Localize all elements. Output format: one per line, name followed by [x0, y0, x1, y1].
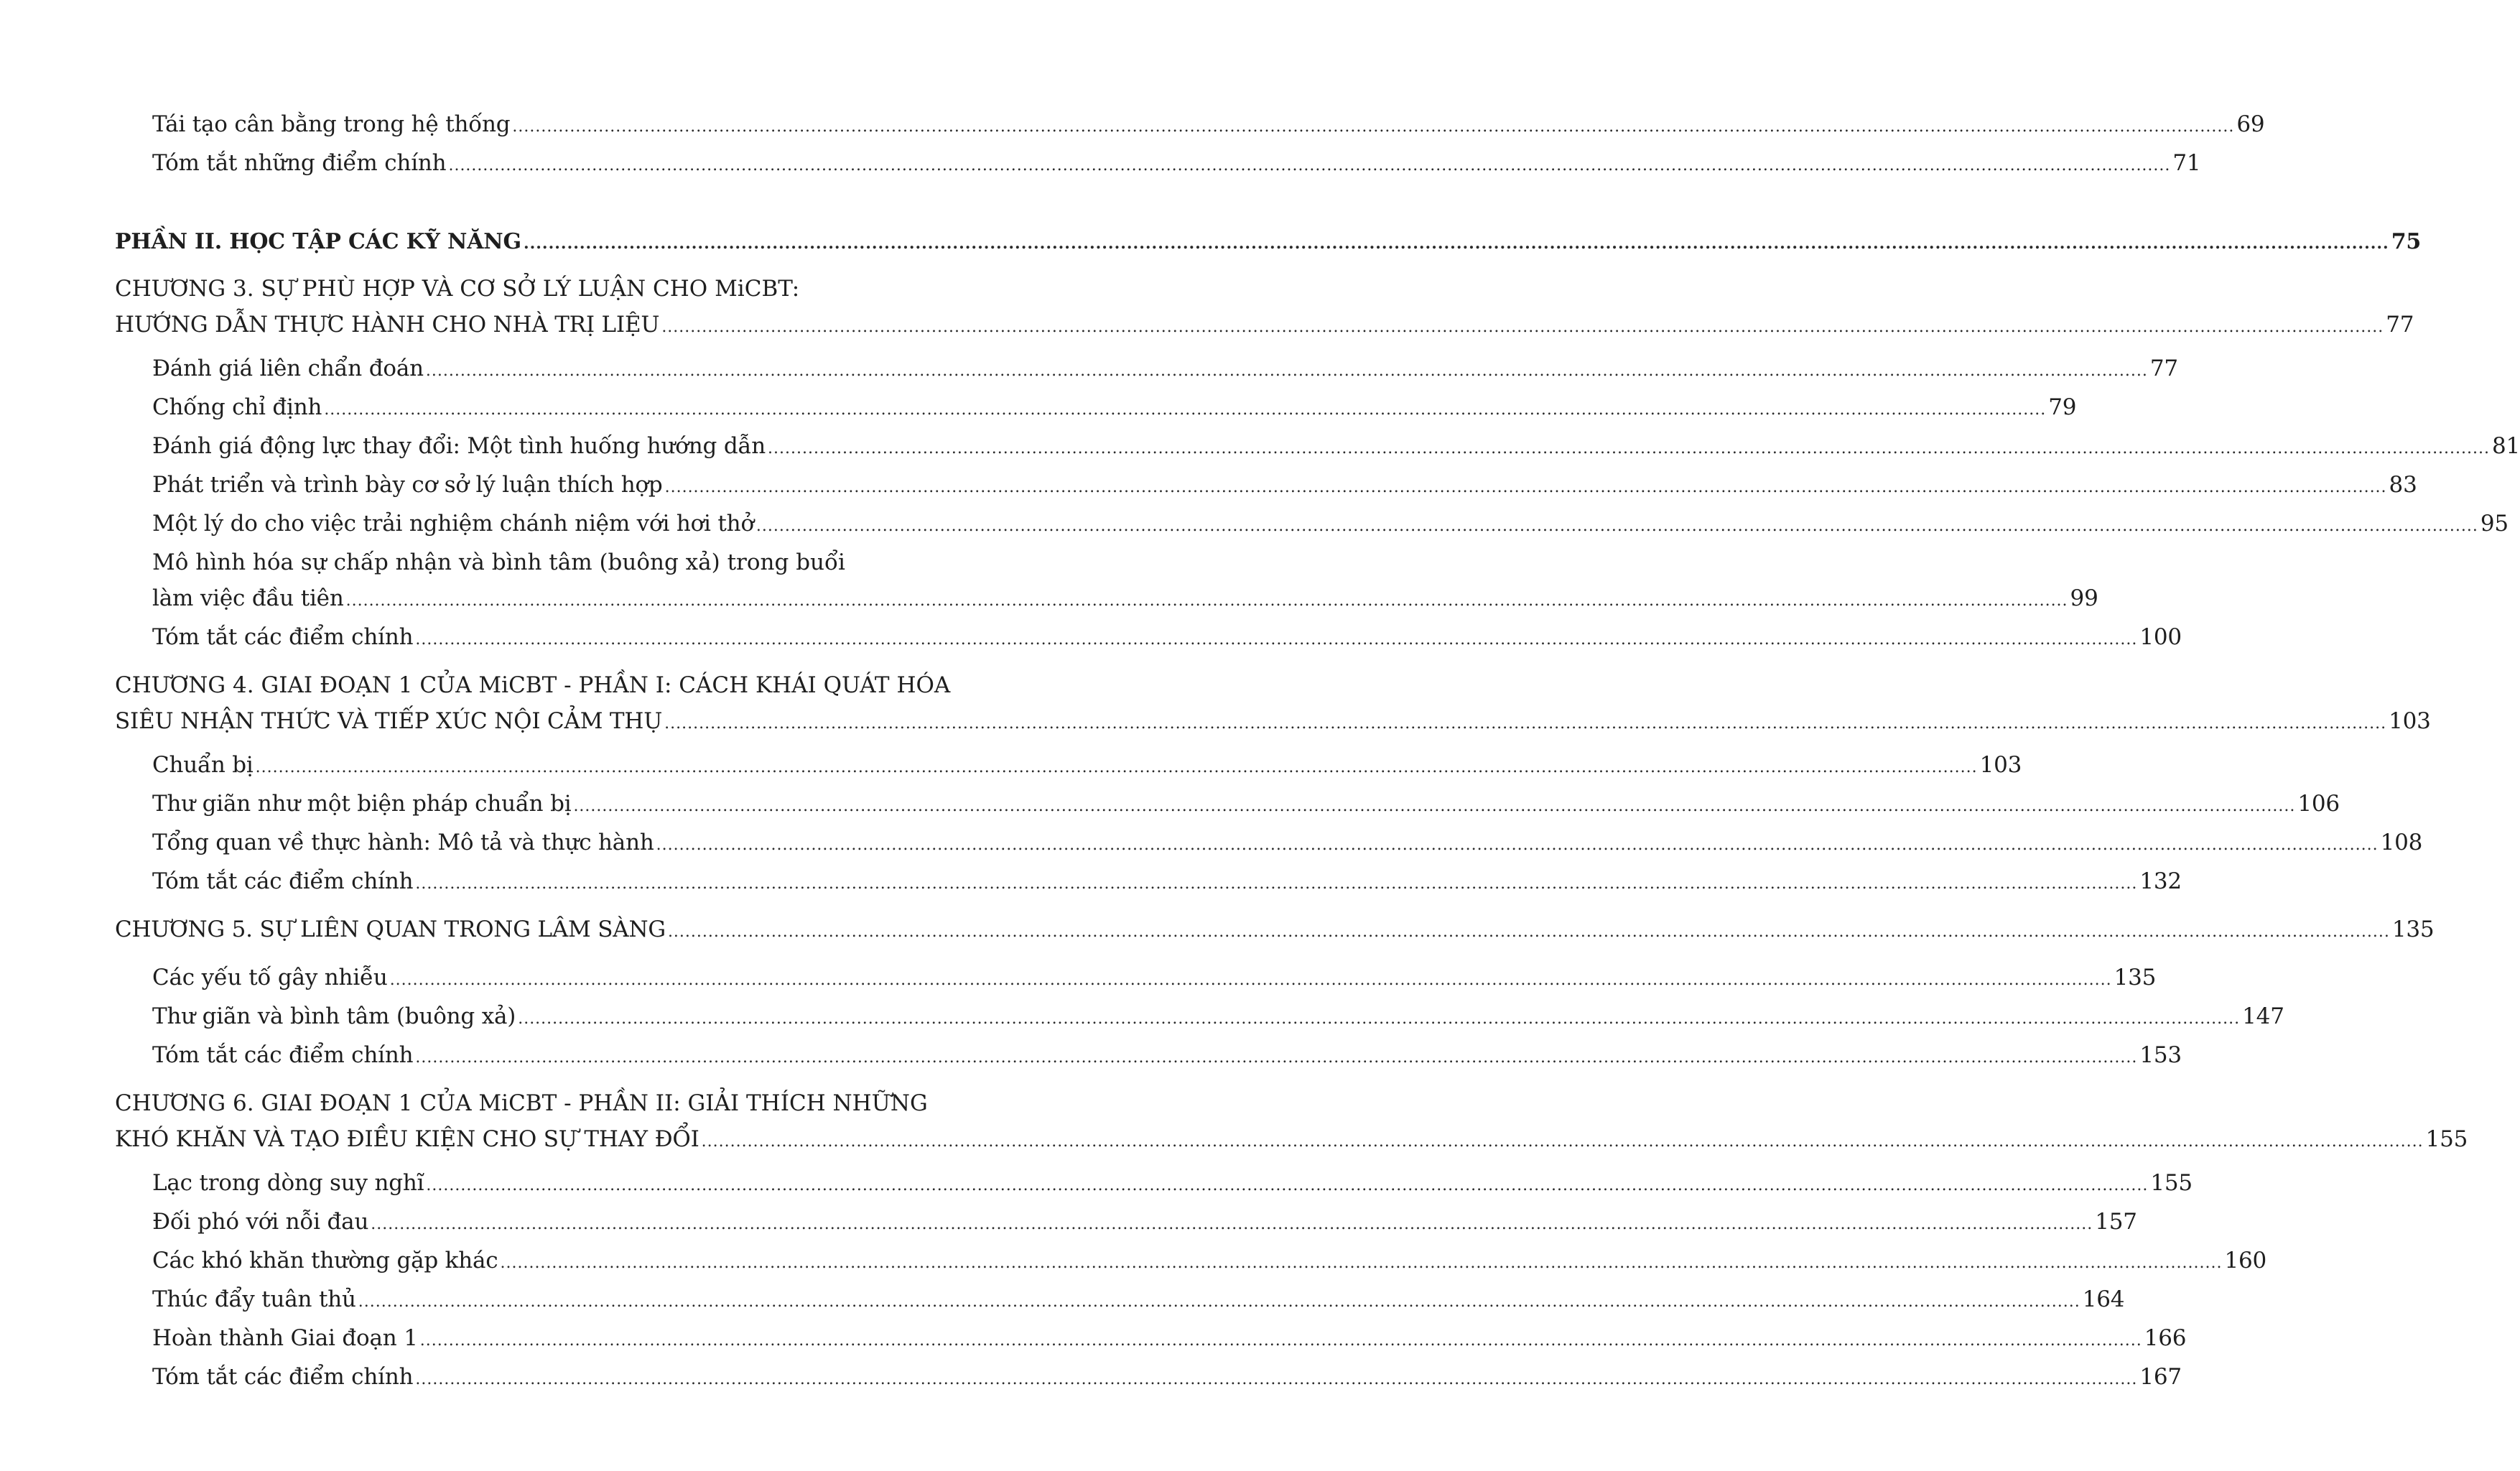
dot-leader: ............................................................................................................................................................................................................................................................................................................ — [656, 836, 2379, 854]
toc-entry-title: Thúc đẩy tuân thủ — [152, 1286, 356, 1312]
toc-entry-page: 108 — [2380, 830, 2423, 855]
chapter-6 — [115, 1083, 2468, 1158]
toc-entry-page: 99 — [2070, 585, 2098, 611]
part-title: PHẦN II. HỌC TẬP CÁC KỸ NĂNG — [115, 229, 521, 254]
toc-entry — [115, 825, 2423, 863]
toc-entry — [115, 998, 2284, 1037]
toc-entry — [115, 863, 2182, 902]
chapter-title-line: SIÊU NHẬN THỨC VÀ TIẾP XÚC NỘI CẢM THỤ — [115, 708, 663, 734]
toc-entry — [115, 1281, 2125, 1320]
chapter-title-last-line — [115, 1123, 2468, 1158]
chapter-title-line: CHƯƠNG 5. SỰ LIÊN QUAN TRONG LÂM SÀNG — [115, 917, 666, 942]
dot-leader: ............................................................................................................................................................................................................................................................................................................ — [500, 1254, 2223, 1272]
dot-leader: ............................................................................................................................................................................................................................................................................................................ — [324, 401, 2047, 419]
toc-entry — [115, 506, 2509, 544]
chapter-3 — [115, 269, 2414, 343]
toc-entry-title: Hoàn thành Giai đoạn 1 — [152, 1325, 418, 1351]
toc-entry-title: Lạc trong dòng suy nghĩ — [152, 1170, 424, 1196]
dot-leader: ............................................................................................................................................................................................................................................................................................................ — [426, 1177, 2149, 1194]
toc-entry-page: 100 — [2139, 624, 2182, 650]
chapter-title-line: KHÓ KHĂN VÀ TẠO ĐIỀU KIỆN CHO SỰ THAY ĐỔI — [115, 1126, 699, 1152]
chapter-6-sections — [115, 1165, 2267, 1398]
toc-entry — [115, 960, 2157, 998]
toc-entry-page: 95 — [2480, 511, 2509, 537]
toc-entry-title: Chống chỉ định — [152, 394, 322, 420]
dot-leader: ............................................................................................................................................................................................................................................................................................................ — [664, 478, 2387, 496]
chapter-4 — [115, 665, 2431, 740]
toc-entry-page: 157 — [2095, 1209, 2137, 1235]
table-of-contents — [115, 106, 2520, 1398]
toc-entry — [115, 1165, 2193, 1204]
toc-entry-title: Đánh giá động lực thay đổi: Một tình huống hướng dẫn — [152, 433, 766, 459]
chapter-title-last-line — [115, 309, 2414, 343]
toc-entry — [115, 1243, 2267, 1281]
dot-leader: ............................................................................................................................................................................................................................................................................................................ — [415, 1370, 2138, 1388]
dot-leader: ............................................................................................................................................................................................................................................................................................................ — [667, 923, 2390, 941]
toc-entry-page: 153 — [2139, 1042, 2182, 1068]
chapter-title-line: CHƯƠNG 4. GIAI ĐOẠN 1 CỦA MiCBT - PHẦN I: CÁCH KHÁI QUÁT HÓA — [115, 672, 951, 698]
chapter-5-sections — [115, 960, 2284, 1076]
dot-leader: ............................................................................................................................................................................................................................................................................................................ — [415, 1049, 2138, 1067]
toc-entry-page: 83 — [2389, 472, 2417, 498]
dot-leader: ............................................................................................................................................................................................................................................................................................................ — [415, 631, 2138, 649]
dot-leader: ............................................................................................................................................................................................................................................................................................................ — [755, 517, 2478, 535]
toc-entry-page: 160 — [2224, 1248, 2267, 1273]
toc-entry-page: 81 — [2492, 433, 2520, 459]
dot-leader: ............................................................................................................................................................................................................................................................................................................ — [573, 797, 2296, 815]
dot-leader: ............................................................................................................................................................................................................................................................................................................ — [371, 1215, 2093, 1233]
toc-entry-page: 79 — [2048, 394, 2077, 420]
dot-leader: ............................................................................................................................................................................................................................................................................................................ — [448, 157, 2171, 175]
toc-entry-title: Tái tạo cân bằng trong hệ thống — [152, 111, 511, 137]
chapter-4-sections — [115, 747, 2423, 902]
toc-entry — [115, 428, 2520, 467]
toc-entry-page: 132 — [2139, 868, 2182, 894]
toc-entry-title: Thư giãn và bình tâm (buông xả) — [152, 1003, 516, 1029]
dot-leader: ............................................................................................................................................................................................................................................................................................................ — [661, 318, 2384, 336]
toc-entry — [115, 351, 2178, 389]
toc-entry-title: Một lý do cho việc trải nghiệm chánh niệm với hơi thở — [152, 511, 754, 537]
toc-entry — [115, 580, 2098, 619]
dot-leader: ............................................................................................................................................................................................................................................................................................................ — [701, 1133, 2424, 1151]
dot-leader: ............................................................................................................................................................................................................................................................................................................ — [664, 715, 2387, 733]
dot-leader: ............................................................................................................................................................................................................................................................................................................ — [358, 1293, 2080, 1311]
toc-entry-page: 166 — [2144, 1325, 2187, 1351]
toc-entry-page: 103 — [1979, 752, 2022, 778]
toc-entry-page: 155 — [2150, 1170, 2193, 1196]
toc-entry — [115, 106, 2265, 145]
chapter-page: 77 — [2386, 312, 2414, 338]
toc-entry-title: Các khó khăn thường gặp khác — [152, 1248, 498, 1273]
toc-entry-page: 69 — [2236, 111, 2265, 137]
toc-entry-title: Chuẩn bị — [152, 752, 254, 778]
toc-entry-page: 164 — [2082, 1286, 2125, 1312]
chapter-page: 155 — [2425, 1126, 2468, 1152]
toc-entry-title: Tổng quan về thực hành: Mô tả và thực hành — [152, 830, 654, 855]
toc-entry-title: Tóm tắt các điểm chính — [152, 624, 414, 650]
chapter-title-last-line — [115, 705, 2431, 740]
chapter-5 — [115, 909, 2435, 952]
toc-entry-page: 147 — [2242, 1003, 2284, 1029]
toc-part-heading — [115, 224, 2422, 261]
part-page: 75 — [2391, 229, 2422, 254]
toc-entry-page: 106 — [2297, 791, 2340, 817]
toc-entry — [115, 1320, 2187, 1359]
toc-entry-page: 71 — [2172, 150, 2201, 176]
toc-entry — [115, 619, 2182, 658]
toc-entry-page: 77 — [2149, 356, 2178, 381]
toc-entry-wrapped-line: Mô hình hóa sự chấp nhận và bình tâm (buông xả) trong buổi — [152, 549, 845, 575]
toc-entry — [115, 389, 2077, 428]
chapter-title-line: HƯỚNG DẪN THỰC HÀNH CHO NHÀ TRỊ LIỆU — [115, 312, 660, 338]
dot-leader: ............................................................................................................................................................................................................................................................................................................ — [419, 1332, 2142, 1350]
dot-leader: ............................................................................................................................................................................................................................................................................................................ — [255, 758, 1978, 776]
toc-entry-title: Thư giãn như một biện pháp chuẩn bị — [152, 791, 572, 817]
toc-entry-title: Các yếu tố gây nhiễu — [152, 965, 388, 990]
toc-entry-title: Phát triển và trình bày cơ sở lý luận thích hợp — [152, 472, 663, 498]
toc-entry — [115, 467, 2417, 506]
dot-leader: ............................................................................................................................................................................................................................................................................................................ — [425, 362, 2148, 380]
dot-leader: ............................................................................................................................................................................................................................................................................................................ — [768, 440, 2490, 458]
chapter-page: 135 — [2391, 917, 2435, 942]
toc-entry — [115, 1359, 2182, 1398]
toc-entry-title: Tóm tắt những điểm chính — [152, 150, 447, 176]
chapter-title-line: CHƯƠNG 6. GIAI ĐOẠN 1 CỦA MiCBT - PHẦN II: GIẢI THÍCH NHỮNG — [115, 1090, 928, 1116]
dot-leader: ............................................................................................................................................................................................................................................................................................................ — [389, 971, 2112, 989]
toc-entry-title: làm việc đầu tiên — [152, 585, 344, 611]
chapter-page: 103 — [2389, 708, 2431, 734]
toc-entry-title: Tóm tắt các điểm chính — [152, 868, 414, 894]
chapter-title-line: CHƯƠNG 3. SỰ PHÙ HỢP VÀ CƠ SỞ LÝ LUẬN CHO MiCBT: — [115, 276, 800, 302]
chapter-title-last-line — [115, 909, 2435, 952]
toc-entry — [115, 145, 2201, 184]
toc-entry — [115, 786, 2340, 825]
dot-leader: ............................................................................................................................................................................................................................................................................................................ — [518, 1010, 2241, 1028]
toc-entry-page: 167 — [2139, 1364, 2182, 1390]
toc-entry-title: Đối phó với nỗi đau — [152, 1209, 369, 1235]
dot-leader: ............................................................................................................................................................................................................................................................................................................ — [523, 234, 2389, 253]
toc-entry-title: Tóm tắt các điểm chính — [152, 1042, 414, 1068]
toc-entry-page: 135 — [2114, 965, 2157, 990]
chapter-3-sections — [115, 351, 2520, 658]
toc-entry-title: Đánh giá liên chẩn đoán — [152, 356, 424, 381]
dot-leader: ............................................................................................................................................................................................................................................................................................................ — [512, 118, 2235, 136]
toc-entry — [115, 747, 2022, 786]
dot-leader: ............................................................................................................................................................................................................................................................................................................ — [345, 592, 2068, 610]
dot-leader: ............................................................................................................................................................................................................................................................................................................ — [415, 875, 2138, 893]
toc-entry-title: Tóm tắt các điểm chính — [152, 1364, 414, 1390]
toc-entry — [115, 1037, 2182, 1076]
toc-entry — [115, 1204, 2137, 1243]
